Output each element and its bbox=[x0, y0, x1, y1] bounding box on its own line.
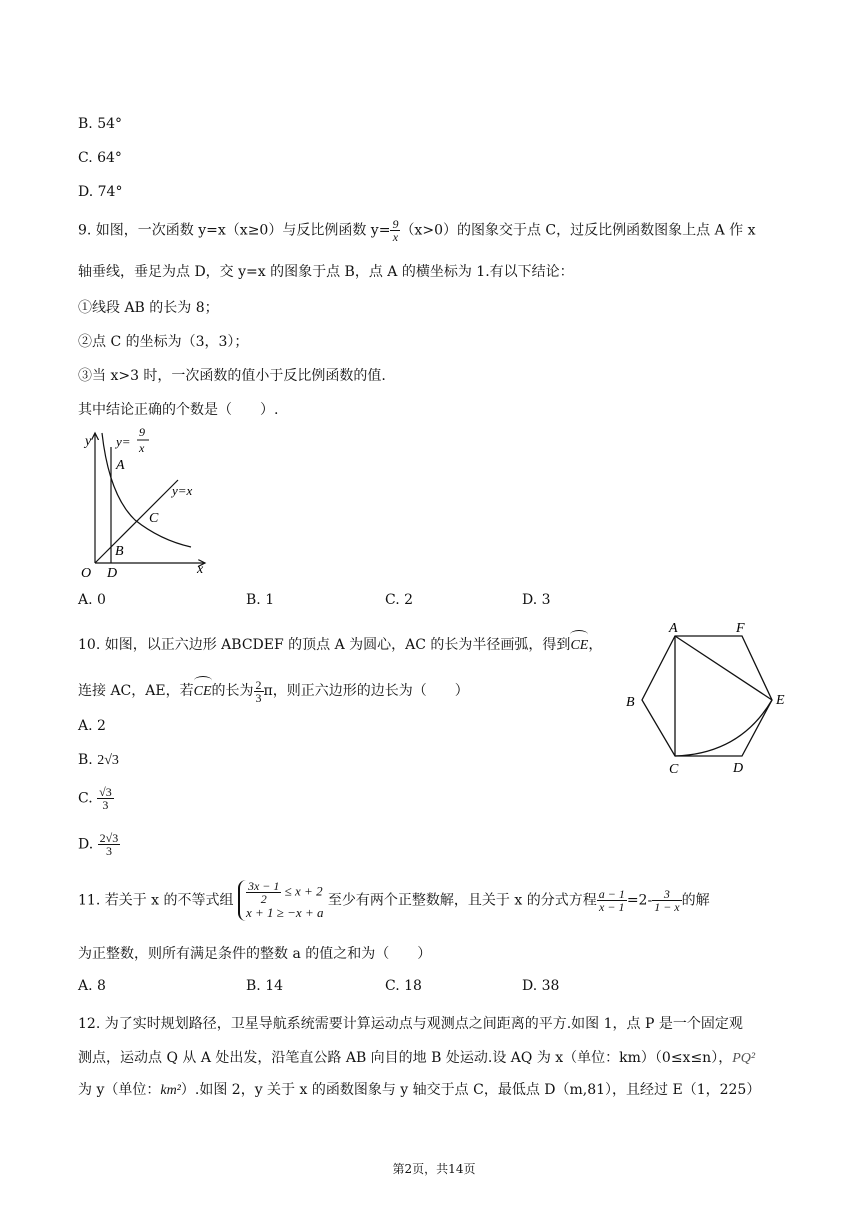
q10-option-c: C. $\frac{√3}{3}$ bbox=[78, 785, 112, 812]
q9-question: 其中结论正确的个数是（ ）. bbox=[78, 402, 279, 418]
curve-label-prefix: y= bbox=[116, 434, 131, 449]
hex-label-a: A bbox=[669, 622, 678, 636]
q10-stem-line2: 连接 AC，AE，若 CE的长为 $\frac{2}{3}$ π，则正六边形的边长为（ ） bbox=[78, 677, 469, 705]
q10-fraction: $\frac{2}{3}$ bbox=[255, 677, 262, 705]
q11-fraction-2: $\frac{3}{1 - x}$ bbox=[654, 887, 680, 914]
q11-stem-line2: 为正整数，则所有满足条件的整数 a 的值之和为（ ） bbox=[78, 946, 432, 962]
q9-conclusion-2: ②点 C 的坐标为（3，3）； bbox=[78, 334, 249, 350]
q9-option-b: B. 1 bbox=[246, 592, 275, 608]
q12-stem-line1: 12. 为了实时规划路径，卫星导航系统需要计算运动点与观测点之间距离的平方.如图 1，点 P 是一个固定观 bbox=[78, 1016, 743, 1032]
line-label: y=x bbox=[172, 483, 193, 498]
hex-label-b: B bbox=[626, 695, 635, 710]
point-c-label: C bbox=[149, 511, 159, 526]
q9-stem-line1: 9. 如图，一次函数 y=x（x≥0）与反比例函数 y= $\frac{9}{x}$ （x>0）的图象交于点 C，过反比例函数图象上点 A 作 x bbox=[78, 217, 756, 244]
q9-option-a: A. 0 bbox=[78, 592, 106, 608]
q8-option-d: D. 74° bbox=[78, 184, 123, 200]
point-d-label: D bbox=[107, 566, 118, 580]
q10-option-a: A. 2 bbox=[78, 718, 106, 734]
q10-option-b: B. 2√3 bbox=[78, 752, 119, 768]
q10-arc-ce: CE bbox=[570, 632, 588, 656]
q9-graph bbox=[75, 425, 215, 580]
q11-option-d: D. 38 bbox=[522, 978, 560, 994]
hex-label-c: C bbox=[669, 762, 679, 777]
q9-conclusion-3: ③当 x>3 时，一次函数的值小于反比例函数的值. bbox=[78, 368, 386, 384]
line-y-equals-x bbox=[95, 480, 178, 563]
point-b-label: B bbox=[115, 544, 124, 559]
q8-option-c: C. 64° bbox=[78, 150, 122, 166]
q11-inequality-system: $\frac{3x - 1}{2}$ ≤ x + 2 x + 1 ≥ −x + a bbox=[238, 880, 324, 921]
hex-label-e: E bbox=[776, 693, 785, 708]
q9-option-c: C. 2 bbox=[385, 592, 414, 608]
point-a-label: A bbox=[116, 458, 125, 473]
curve-label-den: x bbox=[139, 441, 145, 455]
q9-option-d: D. 3 bbox=[522, 592, 551, 608]
hex-label-f: F bbox=[736, 622, 745, 636]
page-footer: 第2页，共14页 bbox=[392, 1162, 476, 1176]
q11-stem-line1: 11. 若关于 x 的不等式组 $\frac{3x - 1}{2}$ ≤ x + 2 x + 1 ≥ −x + a 至少有两个正整数解，且关于 x 的分式方程 $\frac{a - 1}{x - 1}$ =2- $\frac{3}{1 - x}$ 的解 bbox=[78, 879, 710, 920]
q11-fraction-1: $\frac{a - 1}{x - 1}$ bbox=[598, 887, 625, 914]
q10-arc-ce-2: CE bbox=[194, 678, 212, 702]
curve-label-num: 9 bbox=[139, 425, 145, 439]
q11-option-a: A. 8 bbox=[78, 978, 106, 994]
q12-stem-line3: 为 y（单位：km²）.如图 2，y 关于 x 的函数图象与 y 轴交于点 C，最低点 D（m,81），且经过 E（1，225） bbox=[78, 1082, 761, 1098]
q10-option-d: D. $\frac{2√3}{3}$ bbox=[78, 831, 119, 858]
q11-option-c: C. 18 bbox=[385, 978, 422, 994]
hexagon bbox=[642, 636, 772, 756]
q10-stem-line1: 10. 如图，以正六边形 ABCDEF 的顶点 A 为圆心，AC 的长为半径画弧，得到 CE， bbox=[78, 632, 602, 656]
y-axis-label: y bbox=[85, 434, 92, 449]
q8-option-b: B. 54° bbox=[78, 116, 123, 132]
q9-stem-line2: 轴垂线，垂足为点 D，交 y=x 的图象于点 B，点 A 的横坐标为 1.有以下结论： bbox=[78, 264, 574, 280]
q9-fraction: $\frac{9}{x}$ bbox=[392, 217, 399, 244]
hex-label-d: D bbox=[733, 761, 744, 776]
x-axis-label: x bbox=[197, 562, 204, 577]
q9-conclusion-1: ①线段 AB 的长为 8； bbox=[78, 300, 219, 316]
origin-label: O bbox=[81, 566, 92, 580]
q11-option-b: B. 14 bbox=[246, 978, 284, 994]
q12-stem-line2: 测点，运动点 Q 从 A 处出发，沿笔直公路 AB 向目的地 B 处运动.设 AQ 为 x（单位：km）（0≤x≤n），PQ² bbox=[78, 1050, 756, 1066]
q10-hexagon-figure bbox=[620, 622, 795, 777]
